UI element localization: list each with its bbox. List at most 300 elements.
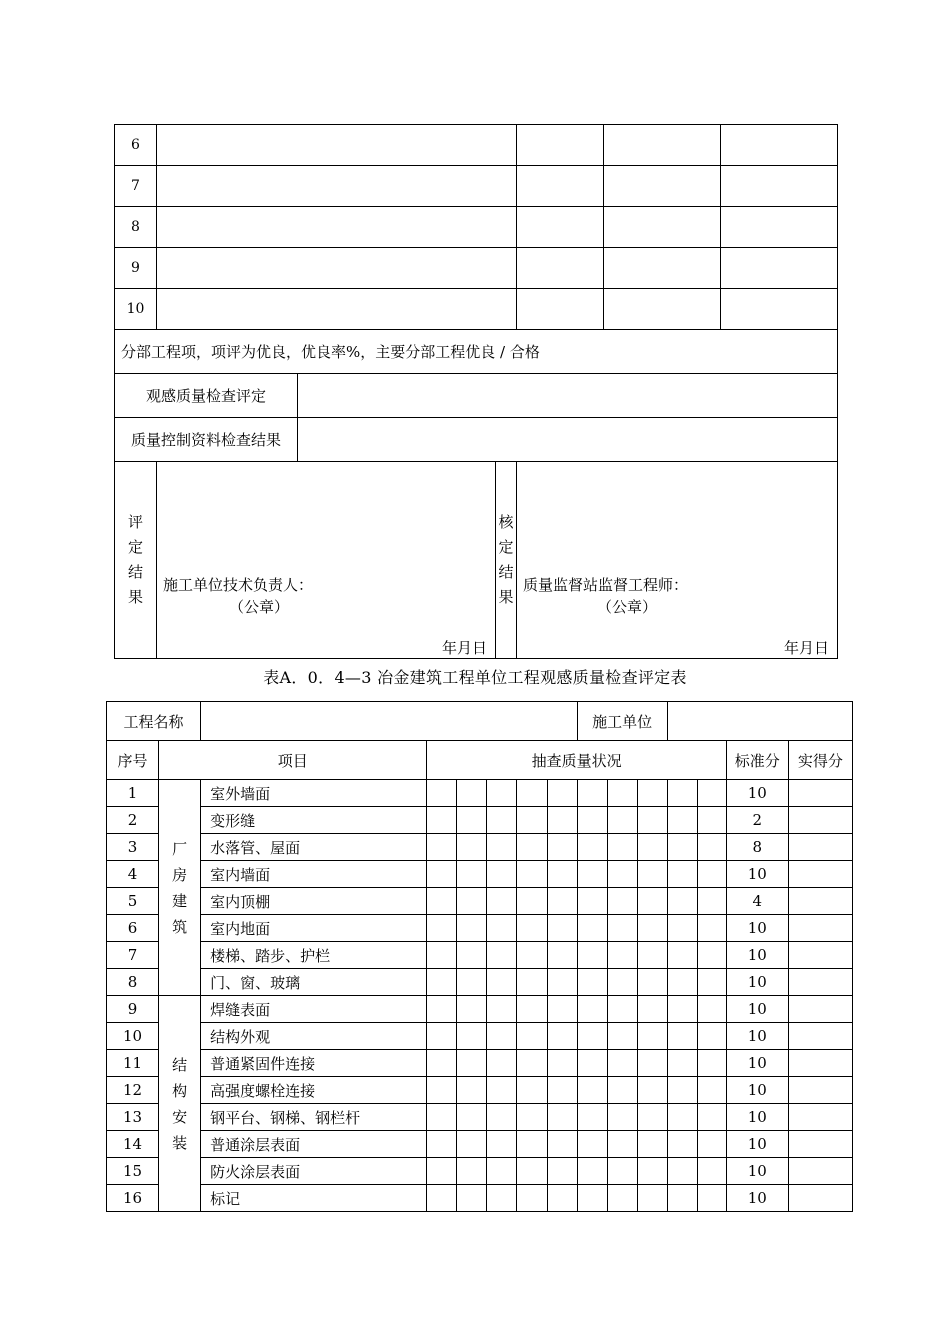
item-name: 水落管、屋面 xyxy=(201,834,427,861)
check-cell[interactable] xyxy=(637,942,667,969)
row-number: 8 xyxy=(107,969,159,996)
check-cell[interactable] xyxy=(637,1077,667,1104)
item-name: 室内地面 xyxy=(201,915,427,942)
table-caption: 表A．0．4—3 冶金建筑工程单位工程观感质量检查评定表 xyxy=(263,668,687,687)
actual-score[interactable] xyxy=(788,969,852,996)
standard-score: 8 xyxy=(726,834,788,861)
check-cell[interactable] xyxy=(667,1050,697,1077)
check-cell[interactable] xyxy=(637,915,667,942)
actual-score[interactable] xyxy=(788,807,852,834)
table-cell[interactable] xyxy=(721,207,838,248)
check-cell[interactable] xyxy=(637,888,667,915)
header-item: 项目 xyxy=(159,741,427,780)
standard-score: 10 xyxy=(726,861,788,888)
check-cell[interactable] xyxy=(487,888,517,915)
check-cell[interactable] xyxy=(427,915,457,942)
check-cell[interactable] xyxy=(427,942,457,969)
standard-score: 10 xyxy=(726,1077,788,1104)
standard-score: 10 xyxy=(726,996,788,1023)
table-cell[interactable] xyxy=(517,248,604,289)
check-cell[interactable] xyxy=(457,1185,487,1212)
check-cell[interactable] xyxy=(637,1158,667,1185)
table-cell[interactable] xyxy=(604,166,721,207)
check-cell[interactable] xyxy=(517,915,547,942)
appearance-quality-table xyxy=(106,701,853,1212)
check-cell[interactable] xyxy=(697,1023,726,1050)
check-cell[interactable] xyxy=(577,861,607,888)
table-row xyxy=(107,915,853,942)
check-cell[interactable] xyxy=(607,807,637,834)
check-cell[interactable] xyxy=(547,1050,577,1077)
row-number: 16 xyxy=(107,1185,159,1212)
table-cell[interactable] xyxy=(517,166,604,207)
check-cell[interactable] xyxy=(427,1185,457,1212)
check-cell[interactable] xyxy=(517,834,547,861)
check-cell[interactable] xyxy=(607,1158,637,1185)
table-row xyxy=(107,807,853,834)
check-cell[interactable] xyxy=(427,807,457,834)
check-cell[interactable] xyxy=(547,780,577,807)
check-cell[interactable] xyxy=(487,969,517,996)
control-value[interactable] xyxy=(298,418,838,462)
check-cell[interactable] xyxy=(457,861,487,888)
check-cell[interactable] xyxy=(667,996,697,1023)
actual-score[interactable] xyxy=(788,834,852,861)
table-row xyxy=(107,861,853,888)
check-cell[interactable] xyxy=(697,807,726,834)
check-cell[interactable] xyxy=(457,1104,487,1131)
actual-score[interactable] xyxy=(788,996,852,1023)
row-number: 11 xyxy=(107,1050,159,1077)
table-row xyxy=(115,289,838,330)
actual-score[interactable] xyxy=(788,780,852,807)
check-cell[interactable] xyxy=(577,1050,607,1077)
control-row xyxy=(115,418,838,462)
check-cell[interactable] xyxy=(547,861,577,888)
check-cell[interactable] xyxy=(427,1050,457,1077)
check-cell[interactable] xyxy=(457,807,487,834)
item-name: 防火涂层表面 xyxy=(201,1158,427,1185)
check-cell[interactable] xyxy=(637,1104,667,1131)
check-cell[interactable] xyxy=(427,1077,457,1104)
verify-signer: 质量监督站监督工程师： xyxy=(523,576,689,594)
standard-score: 10 xyxy=(726,1050,788,1077)
check-cell[interactable] xyxy=(457,969,487,996)
item-name: 门、窗、玻璃 xyxy=(201,969,427,996)
check-cell[interactable] xyxy=(487,861,517,888)
check-cell[interactable] xyxy=(607,834,637,861)
check-cell[interactable] xyxy=(487,1050,517,1077)
group-label-building: 厂 房 建 筑 xyxy=(159,780,201,996)
eval-seal: （公章） xyxy=(229,598,290,616)
check-cell[interactable] xyxy=(517,1023,547,1050)
check-cell[interactable] xyxy=(547,969,577,996)
check-cell[interactable] xyxy=(637,996,667,1023)
row-number: 7 xyxy=(115,166,157,207)
check-cell[interactable] xyxy=(607,1131,637,1158)
check-cell[interactable] xyxy=(577,1077,607,1104)
table-cell[interactable] xyxy=(721,248,838,289)
row-number: 1 xyxy=(107,780,159,807)
item-name: 标记 xyxy=(201,1185,427,1212)
check-cell[interactable] xyxy=(607,1104,637,1131)
check-cell[interactable] xyxy=(427,888,457,915)
check-cell[interactable] xyxy=(487,1104,517,1131)
check-cell[interactable] xyxy=(667,915,697,942)
signature-row xyxy=(115,462,838,659)
table-row xyxy=(107,969,853,996)
check-cell[interactable] xyxy=(547,1104,577,1131)
eval-signature-cell[interactable] xyxy=(157,462,496,659)
check-cell[interactable] xyxy=(457,996,487,1023)
check-cell[interactable] xyxy=(697,888,726,915)
check-cell[interactable] xyxy=(517,1185,547,1212)
standard-score: 10 xyxy=(726,780,788,807)
check-cell[interactable] xyxy=(487,1185,517,1212)
check-cell[interactable] xyxy=(607,942,637,969)
check-cell[interactable] xyxy=(547,942,577,969)
check-cell[interactable] xyxy=(577,969,607,996)
check-cell[interactable] xyxy=(637,780,667,807)
check-cell[interactable] xyxy=(607,1050,637,1077)
standard-score: 2 xyxy=(726,807,788,834)
check-cell[interactable] xyxy=(577,807,607,834)
check-cell[interactable] xyxy=(487,942,517,969)
item-name: 楼梯、踏步、护栏 xyxy=(201,942,427,969)
check-cell[interactable] xyxy=(517,807,547,834)
check-cell[interactable] xyxy=(607,996,637,1023)
check-cell[interactable] xyxy=(517,1131,547,1158)
check-cell[interactable] xyxy=(577,780,607,807)
row-number: 6 xyxy=(107,915,159,942)
control-label: 质量控制资料检查结果 xyxy=(115,418,298,462)
check-cell[interactable] xyxy=(457,942,487,969)
check-cell[interactable] xyxy=(427,834,457,861)
check-cell[interactable] xyxy=(427,861,457,888)
check-cell[interactable] xyxy=(697,1185,726,1212)
standard-score: 10 xyxy=(726,942,788,969)
appearance-value[interactable] xyxy=(298,374,838,418)
check-cell[interactable] xyxy=(517,942,547,969)
actual-score[interactable] xyxy=(788,1104,852,1131)
check-cell[interactable] xyxy=(697,1131,726,1158)
header-standard: 标准分 xyxy=(726,741,788,780)
item-name: 室内顶棚 xyxy=(201,888,427,915)
check-cell[interactable] xyxy=(487,915,517,942)
standard-score: 10 xyxy=(726,1185,788,1212)
standard-score: 10 xyxy=(726,969,788,996)
check-cell[interactable] xyxy=(547,1023,577,1050)
row-number: 6 xyxy=(115,125,157,166)
table-cell[interactable] xyxy=(157,248,517,289)
table-row xyxy=(107,888,853,915)
item-name: 结构外观 xyxy=(201,1023,427,1050)
row-number: 7 xyxy=(107,942,159,969)
table-row xyxy=(107,1023,853,1050)
check-cell[interactable] xyxy=(457,780,487,807)
check-cell[interactable] xyxy=(607,888,637,915)
check-cell[interactable] xyxy=(517,1158,547,1185)
construction-unit-label: 施工单位 xyxy=(577,702,667,741)
check-cell[interactable] xyxy=(667,1185,697,1212)
check-cell[interactable] xyxy=(457,1050,487,1077)
row-number: 8 xyxy=(115,207,157,248)
check-cell[interactable] xyxy=(487,1023,517,1050)
check-cell[interactable] xyxy=(427,1131,457,1158)
check-cell[interactable] xyxy=(607,969,637,996)
check-cell[interactable] xyxy=(547,915,577,942)
table-cell[interactable] xyxy=(721,289,838,330)
standard-score: 10 xyxy=(726,1104,788,1131)
check-cell[interactable] xyxy=(607,861,637,888)
check-cell[interactable] xyxy=(697,1077,726,1104)
eval-date: 年月日 xyxy=(441,639,487,657)
check-cell[interactable] xyxy=(577,1023,607,1050)
verify-label: 核 定 结 果 xyxy=(496,462,517,659)
check-cell[interactable] xyxy=(667,807,697,834)
check-cell[interactable] xyxy=(577,834,607,861)
check-cell[interactable] xyxy=(517,888,547,915)
table-cell[interactable] xyxy=(604,248,721,289)
header-no: 序号 xyxy=(107,741,159,780)
eval-label: 评 定 结 果 xyxy=(115,462,157,659)
row-number: 4 xyxy=(107,861,159,888)
actual-score[interactable] xyxy=(788,1050,852,1077)
check-cell[interactable] xyxy=(547,834,577,861)
check-cell[interactable] xyxy=(667,1104,697,1131)
check-cell[interactable] xyxy=(577,996,607,1023)
eval-signer: 施工单位技术负责人： xyxy=(163,576,314,594)
check-cell[interactable] xyxy=(517,861,547,888)
row-number: 9 xyxy=(107,996,159,1023)
check-cell[interactable] xyxy=(607,1185,637,1212)
check-cell[interactable] xyxy=(637,1023,667,1050)
item-name: 焊缝表面 xyxy=(201,996,427,1023)
check-cell[interactable] xyxy=(697,942,726,969)
check-cell[interactable] xyxy=(427,780,457,807)
table-cell[interactable] xyxy=(517,289,604,330)
header-check: 抽查质量状况 xyxy=(427,741,726,780)
check-cell[interactable] xyxy=(667,969,697,996)
table-row xyxy=(115,125,838,166)
table-cell[interactable] xyxy=(517,125,604,166)
table-cell[interactable] xyxy=(604,289,721,330)
check-cell[interactable] xyxy=(637,1185,667,1212)
row-number: 15 xyxy=(107,1158,159,1185)
check-cell[interactable] xyxy=(697,1158,726,1185)
check-cell[interactable] xyxy=(697,969,726,996)
check-cell[interactable] xyxy=(637,1131,667,1158)
actual-score[interactable] xyxy=(788,942,852,969)
table-cell[interactable] xyxy=(157,289,517,330)
check-cell[interactable] xyxy=(577,1131,607,1158)
evaluation-table-continued xyxy=(114,124,838,659)
check-cell[interactable] xyxy=(547,1185,577,1212)
actual-score[interactable] xyxy=(788,861,852,888)
summary-text: 分部工程项，项评为优良，优良率%，主要分部工程优良 / 合格 xyxy=(115,330,838,374)
actual-score[interactable] xyxy=(788,1185,852,1212)
check-cell[interactable] xyxy=(577,888,607,915)
check-cell[interactable] xyxy=(637,807,667,834)
table-row xyxy=(107,1050,853,1077)
check-cell[interactable] xyxy=(667,834,697,861)
table-cell[interactable] xyxy=(604,125,721,166)
standard-score: 4 xyxy=(726,888,788,915)
check-cell[interactable] xyxy=(487,1077,517,1104)
item-name: 高强度螺栓连接 xyxy=(201,1077,427,1104)
table-row xyxy=(115,207,838,248)
check-cell[interactable] xyxy=(697,834,726,861)
item-name: 变形缝 xyxy=(201,807,427,834)
verify-seal: （公章） xyxy=(597,598,658,616)
check-cell[interactable] xyxy=(487,807,517,834)
table-cell[interactable] xyxy=(721,125,838,166)
standard-score: 10 xyxy=(726,1131,788,1158)
check-cell[interactable] xyxy=(667,942,697,969)
check-cell[interactable] xyxy=(667,888,697,915)
table-row xyxy=(107,1077,853,1104)
check-cell[interactable] xyxy=(487,1158,517,1185)
check-cell[interactable] xyxy=(517,780,547,807)
row-number: 10 xyxy=(107,1023,159,1050)
item-name: 普通紧固件连接 xyxy=(201,1050,427,1077)
check-cell[interactable] xyxy=(547,1131,577,1158)
row-number: 5 xyxy=(107,888,159,915)
check-cell[interactable] xyxy=(517,969,547,996)
table-row xyxy=(115,248,838,289)
check-cell[interactable] xyxy=(457,1158,487,1185)
check-cell[interactable] xyxy=(457,1023,487,1050)
check-cell[interactable] xyxy=(547,888,577,915)
check-cell[interactable] xyxy=(667,1023,697,1050)
check-cell[interactable] xyxy=(517,996,547,1023)
table-row xyxy=(107,1185,853,1212)
table-cell[interactable] xyxy=(157,166,517,207)
actual-score[interactable] xyxy=(788,1077,852,1104)
check-cell[interactable] xyxy=(667,1131,697,1158)
table-row xyxy=(107,1131,853,1158)
check-cell[interactable] xyxy=(577,1104,607,1131)
check-cell[interactable] xyxy=(667,861,697,888)
table-row xyxy=(107,780,853,807)
check-cell[interactable] xyxy=(547,996,577,1023)
table-row xyxy=(107,834,853,861)
check-cell[interactable] xyxy=(457,915,487,942)
item-name: 普通涂层表面 xyxy=(201,1131,427,1158)
check-cell[interactable] xyxy=(427,996,457,1023)
row-number: 10 xyxy=(115,289,157,330)
check-cell[interactable] xyxy=(487,996,517,1023)
check-cell[interactable] xyxy=(607,915,637,942)
header-row xyxy=(107,741,853,780)
check-cell[interactable] xyxy=(427,1104,457,1131)
check-cell[interactable] xyxy=(517,1104,547,1131)
item-name: 室内墙面 xyxy=(201,861,427,888)
check-cell[interactable] xyxy=(577,1185,607,1212)
actual-score[interactable] xyxy=(788,915,852,942)
check-cell[interactable] xyxy=(427,969,457,996)
table-row xyxy=(107,942,853,969)
check-cell[interactable] xyxy=(457,1077,487,1104)
row-number: 14 xyxy=(107,1131,159,1158)
verify-signature-cell[interactable] xyxy=(517,462,838,659)
check-cell[interactable] xyxy=(427,1158,457,1185)
project-name-value[interactable] xyxy=(201,702,577,741)
actual-score[interactable] xyxy=(788,1158,852,1185)
check-cell[interactable] xyxy=(577,1158,607,1185)
actual-score[interactable] xyxy=(788,1131,852,1158)
table-cell[interactable] xyxy=(517,207,604,248)
row-number: 2 xyxy=(107,807,159,834)
project-info-row xyxy=(107,702,853,741)
standard-score: 10 xyxy=(726,915,788,942)
check-cell[interactable] xyxy=(637,861,667,888)
check-cell[interactable] xyxy=(637,1050,667,1077)
check-cell[interactable] xyxy=(637,834,667,861)
check-cell[interactable] xyxy=(667,1077,697,1104)
check-cell[interactable] xyxy=(607,780,637,807)
table-row xyxy=(107,1104,853,1131)
check-cell[interactable] xyxy=(547,1077,577,1104)
check-cell[interactable] xyxy=(577,915,607,942)
check-cell[interactable] xyxy=(487,1131,517,1158)
check-cell[interactable] xyxy=(547,1158,577,1185)
construction-unit-value[interactable] xyxy=(667,702,852,741)
table-row xyxy=(107,1158,853,1185)
check-cell[interactable] xyxy=(517,1050,547,1077)
check-cell[interactable] xyxy=(697,1050,726,1077)
check-cell[interactable] xyxy=(517,1077,547,1104)
item-name: 钢平台、钢梯、钢栏杆 xyxy=(201,1104,427,1131)
item-name: 室外墙面 xyxy=(201,780,427,807)
check-cell[interactable] xyxy=(637,969,667,996)
table-cell[interactable] xyxy=(157,207,517,248)
check-cell[interactable] xyxy=(697,780,726,807)
check-cell[interactable] xyxy=(427,1023,457,1050)
check-cell[interactable] xyxy=(697,1104,726,1131)
standard-score: 10 xyxy=(726,1023,788,1050)
actual-score[interactable] xyxy=(788,1023,852,1050)
check-cell[interactable] xyxy=(547,807,577,834)
table-cell[interactable] xyxy=(604,207,721,248)
check-cell[interactable] xyxy=(667,780,697,807)
check-cell[interactable] xyxy=(697,861,726,888)
table-row xyxy=(115,166,838,207)
header-actual: 实得分 xyxy=(788,741,852,780)
table-cell[interactable] xyxy=(157,125,517,166)
check-cell[interactable] xyxy=(607,1077,637,1104)
actual-score[interactable] xyxy=(788,888,852,915)
project-name-label: 工程名称 xyxy=(107,702,201,741)
row-number: 13 xyxy=(107,1104,159,1131)
check-cell[interactable] xyxy=(457,888,487,915)
check-cell[interactable] xyxy=(607,1023,637,1050)
check-cell[interactable] xyxy=(487,780,517,807)
row-number: 12 xyxy=(107,1077,159,1104)
check-cell[interactable] xyxy=(667,1158,697,1185)
appearance-label: 观感质量检查评定 xyxy=(115,374,298,418)
summary-row xyxy=(115,330,838,374)
check-cell[interactable] xyxy=(697,996,726,1023)
check-cell[interactable] xyxy=(457,1131,487,1158)
table-cell[interactable] xyxy=(721,166,838,207)
appearance-row xyxy=(115,374,838,418)
group-label-structure: 结 构 安 装 xyxy=(159,996,201,1212)
check-cell[interactable] xyxy=(697,915,726,942)
check-cell[interactable] xyxy=(457,834,487,861)
check-cell[interactable] xyxy=(487,834,517,861)
check-cell[interactable] xyxy=(577,942,607,969)
